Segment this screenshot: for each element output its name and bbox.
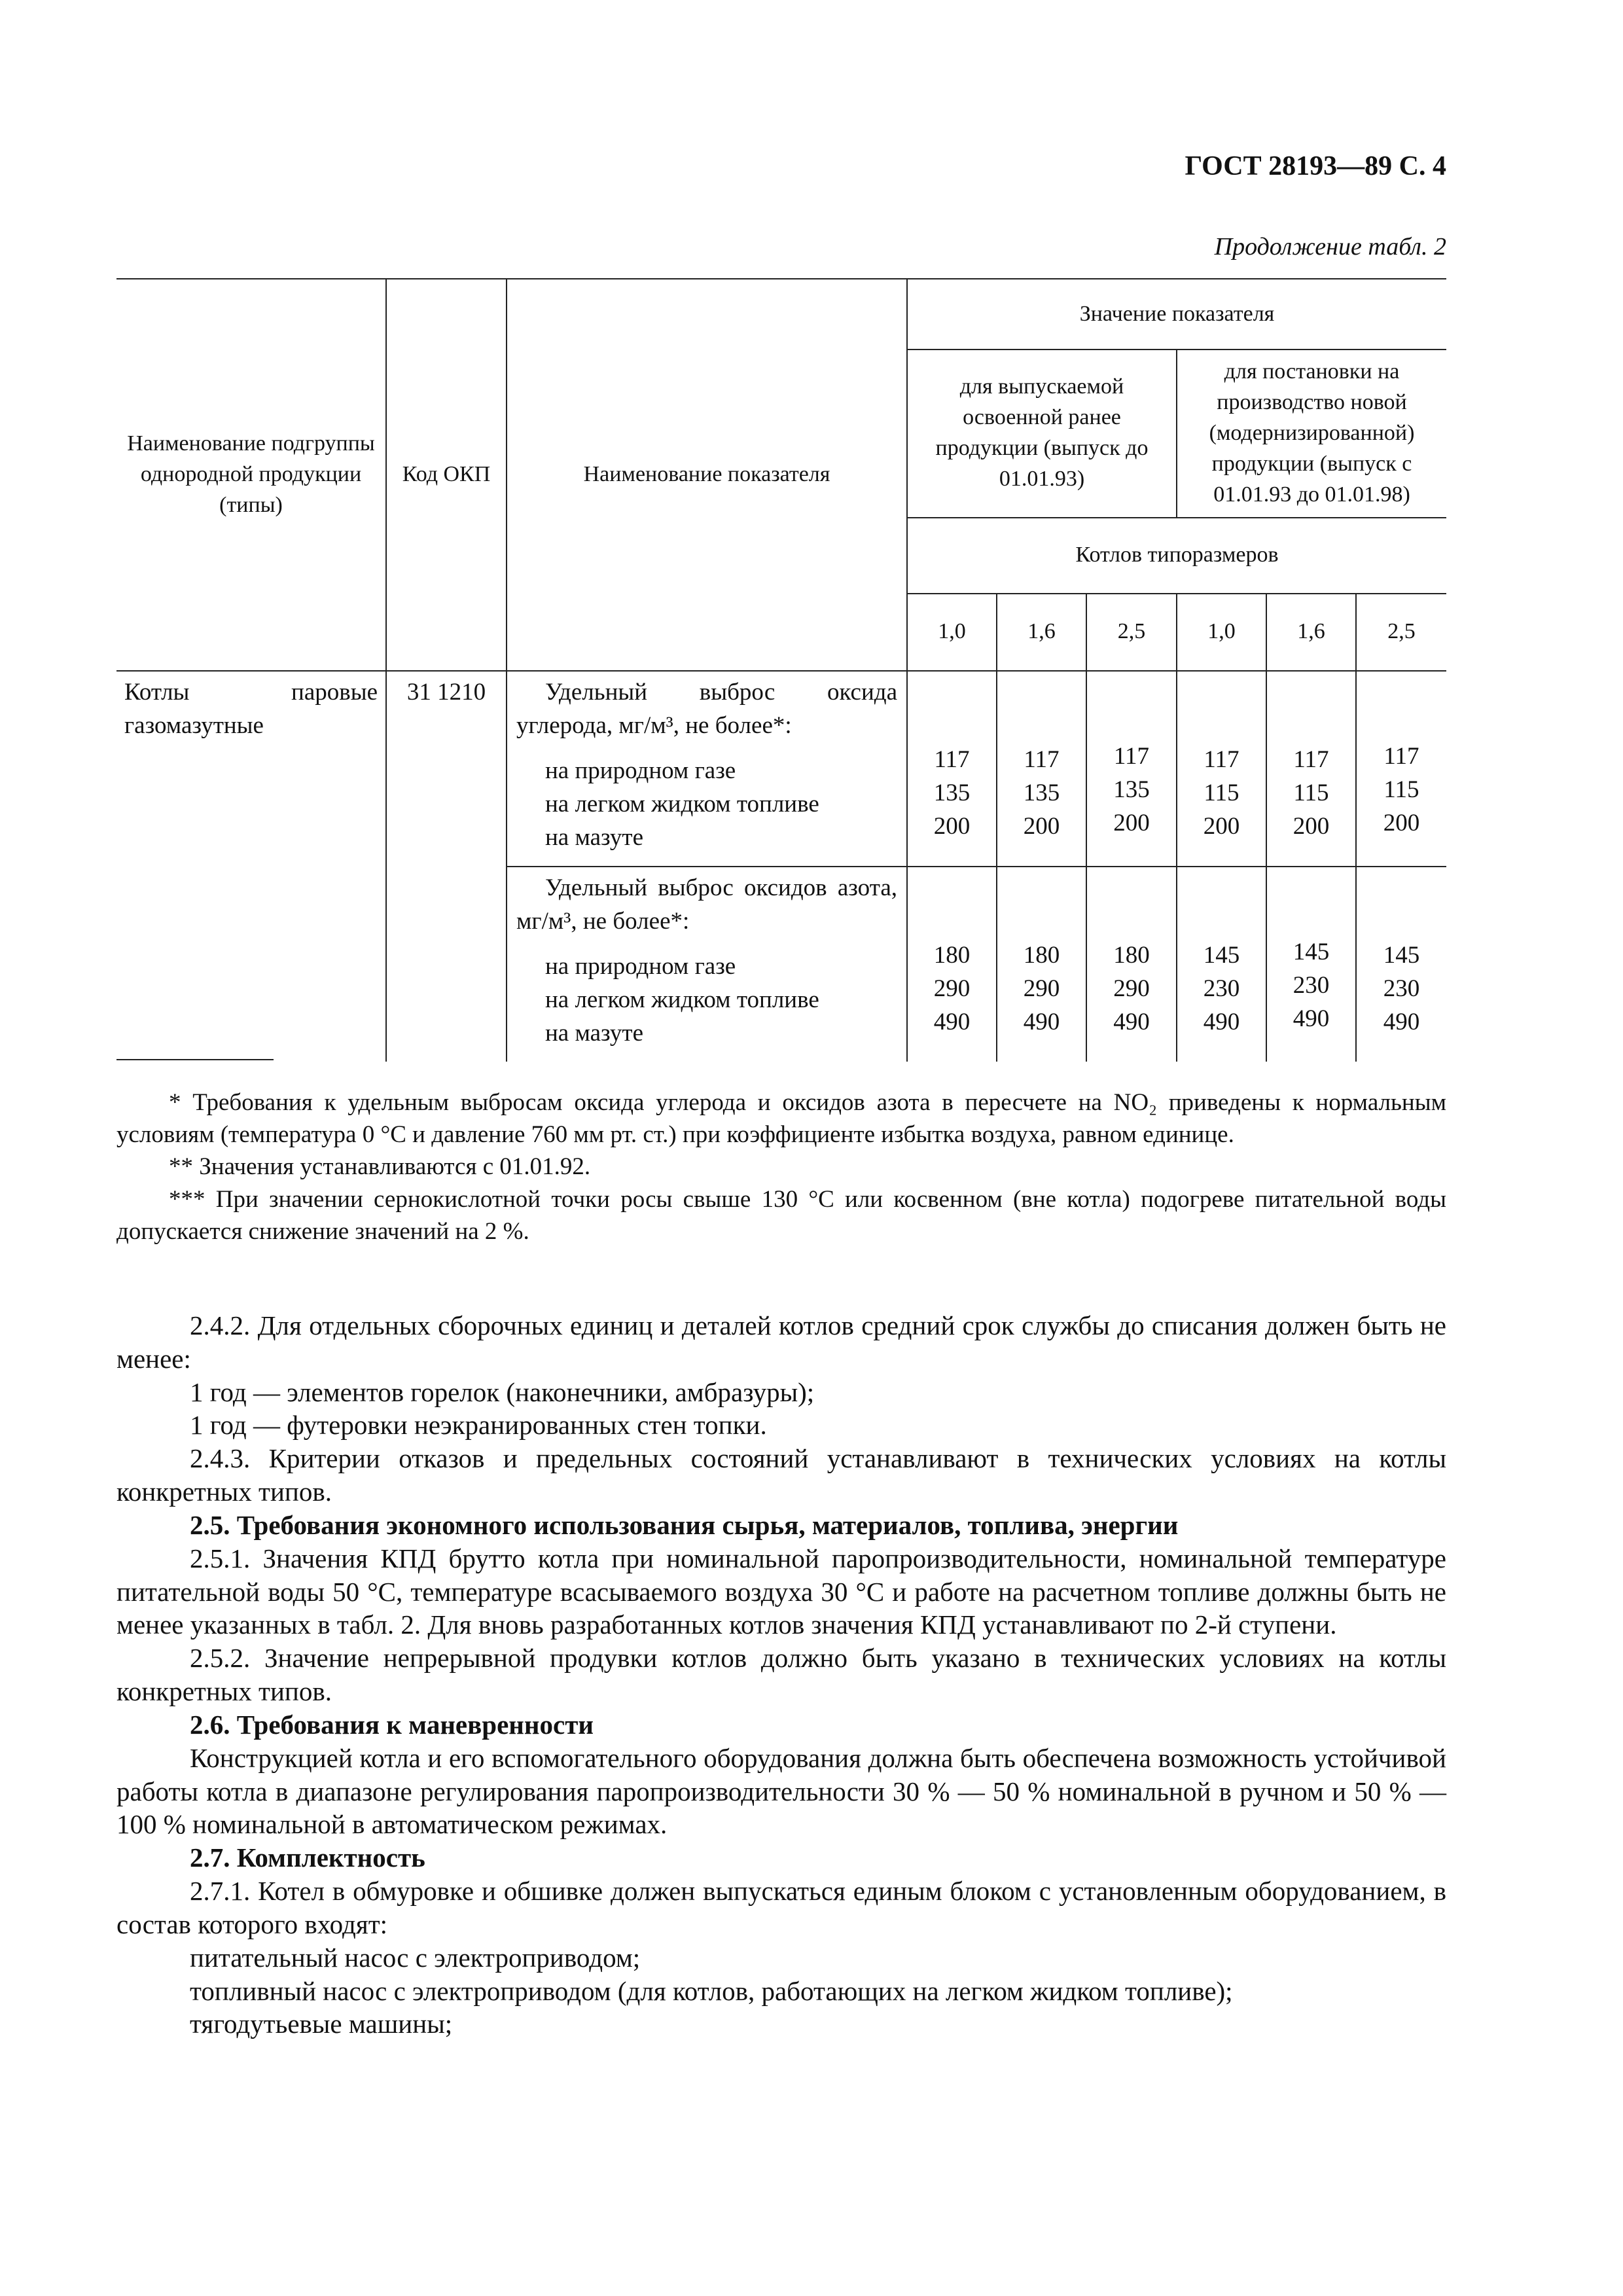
paragraph: 2.7.1. Котел в обмуровке и обшивке должен выпускаться единым блоком с установленным оборудованием, в состав которого входят: [116, 1876, 1446, 1939]
indicator-item: на легком жидком топливе [545, 790, 819, 817]
boiler-indicators-table [116, 278, 1446, 1062]
footnote-separator [116, 1059, 274, 1060]
value-cell: 117 115 200 [1356, 671, 1446, 867]
paragraph: топливный насос с электроприводом (для котлов, работающих на легком жидком топливе); [190, 1975, 1233, 2006]
footnotes [116, 1086, 1446, 1247]
value-cell: 180 290 490 [907, 867, 997, 1062]
footnote: ** Значения устанавливаются с 01.01.92. [169, 1153, 591, 1181]
indicator-item: на мазуте [545, 823, 643, 851]
indicator-heading: Удельный выброс оксида углерода, мг/м³, не более*: [516, 678, 897, 739]
value-cell: 117 135 200 [997, 671, 1086, 867]
col-header-existing-products: для выпускаемой освоенной ранее продукции (выпуск до 01.01.93) [907, 350, 1177, 518]
value-cell: 117 135 200 [1086, 671, 1177, 867]
okp-code-cell: 31 1210 [386, 671, 507, 1062]
section-heading: 2.6. Требования к маневренности [190, 1709, 594, 1740]
size-header: 1,6 [997, 594, 1086, 671]
size-header: 1,0 [907, 594, 997, 671]
col-header-new-products: для постановки на производство новой (модернизированной) продукции (выпуск с 01.01.93 до 01.01.98) [1177, 350, 1446, 518]
indicator-cell [507, 867, 907, 1062]
indicator-heading: Удельный выброс оксидов азота, мг/м³, не более*: [516, 874, 897, 935]
product-group-cell: Котлы паровые газомазутные [116, 671, 386, 1062]
paragraph: питательный насос с электроприводом; [190, 1942, 641, 1973]
col-header-value: Значение показателя [907, 279, 1446, 350]
indicator-cell [507, 671, 907, 867]
size-header: 2,5 [1356, 594, 1446, 671]
table-row [116, 671, 1446, 867]
value-cell: 180 290 490 [997, 867, 1086, 1062]
value-cell: 145 230 490 [1266, 867, 1356, 1062]
value-cell: 145 230 490 [1177, 867, 1266, 1062]
size-header: 2,5 [1086, 594, 1177, 671]
size-header: 1,0 [1177, 594, 1266, 671]
paragraph: 2.4.3. Критерии отказов и предельных состояний устанавливают в технических условиях на котлы конкретных типов. [116, 1443, 1446, 1507]
paragraph: 1 год — элементов горелок (наконечники, амбразуры); [190, 1376, 815, 1407]
section-heading: 2.5. Требования экономного использования сырья, материалов, топлива, энергии [190, 1509, 1179, 1540]
paragraph: 1 год — футеровки неэкранированных стен топки. [190, 1410, 767, 1441]
footnote: *** При значении сернокислотной точки росы свыше 130 °С или косвенном (вне котла) подогреве питательной воды допускается снижение значений на 2 %. [116, 1185, 1446, 1245]
indicator-item: на мазуте [545, 1019, 643, 1047]
indicator-item: на природном газе [545, 757, 736, 784]
col-header-indicator: Наименование показателя [507, 279, 907, 671]
paragraph: 2.5.1. Значения КПД брутто котла при номинальной паропроизводительности, номинальной температуре питательной воды 50 °С, температуре всасываемого воздуха 30 °С и работе на расчетном топливе должны быть не менее указанных в табл. 2. Для вновь разработанных котлов значения КПД устанавливают по 2-й ступени. [116, 1543, 1446, 1640]
indicator-item: на легком жидком топливе [545, 986, 819, 1013]
col-header-sizes: Котлов типоразмеров [907, 518, 1446, 594]
footnote: * Требования к удельным выбросам оксида углерода и оксидов азота в пересчете на NO₂ приведены к нормальным условиям (температура 0 °С и давление 760 мм рт. ст.) при коэффициенте избытка воздуха, равном единице. [116, 1089, 1446, 1149]
document-body [116, 1309, 1446, 2041]
page-header: ГОСТ 28193—89 С. 4 [1185, 151, 1446, 181]
paragraph: 2.5.2. Значение непрерывной продувки котлов должно быть указано в технических условиях на котлы конкретных типов. [116, 1643, 1446, 1707]
value-cell: 145 230 490 [1356, 867, 1446, 1062]
table-continuation-label: Продолжение табл. 2 [1214, 233, 1446, 260]
value-cell: 117 135 200 [907, 671, 997, 867]
paragraph: 2.4.2. Для отдельных сборочных единиц и деталей котлов средний срок службы до списания должен быть не менее: [116, 1310, 1446, 1374]
size-header: 1,6 [1266, 594, 1356, 671]
col-header-code: Код ОКП [386, 279, 507, 671]
paragraph: Конструкцией котла и его вспомогательного оборудования должна быть обеспечена возможность устойчивой работы котла в диапазоне регулирования паропроизводительности 30 % — 50 % номинальной в ручном и 50 % — 100 % номинальной в автоматическом режимах. [116, 1742, 1446, 1840]
value-cell: 117 115 200 [1177, 671, 1266, 867]
section-heading: 2.7. Комплектность [190, 1842, 425, 1873]
col-header-group: Наименование подгруппы однородной продукции (типы) [116, 279, 386, 671]
value-cell: 180 290 490 [1086, 867, 1177, 1062]
paragraph: тягодутьевые машины; [190, 2009, 453, 2039]
indicator-item: на природном газе [545, 952, 736, 980]
value-cell: 117 115 200 [1266, 671, 1356, 867]
